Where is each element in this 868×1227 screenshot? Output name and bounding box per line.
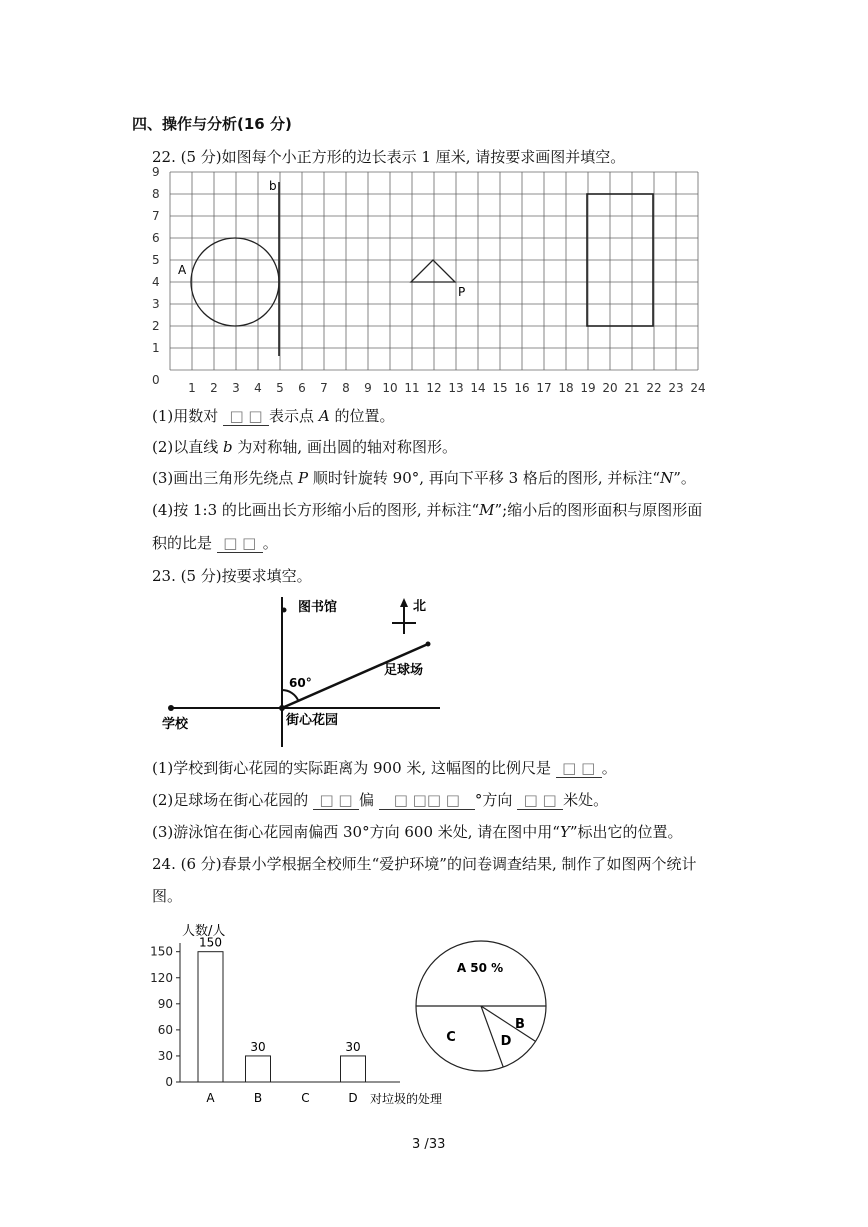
y-tick-label: 2 xyxy=(152,319,160,333)
x-tick-label: 4 xyxy=(254,381,262,395)
x-tick-label: 20 xyxy=(602,381,618,395)
page-total: 33 xyxy=(428,1137,446,1152)
bar-y-tick-label: 60 xyxy=(157,1022,173,1037)
point-a-label: A xyxy=(178,263,187,277)
y-tick-label: 7 xyxy=(152,209,160,223)
page-sep: / xyxy=(424,1137,429,1152)
bar-data-label: 30 xyxy=(345,1039,361,1054)
stadium-point xyxy=(426,642,431,647)
line-b-label: b xyxy=(269,179,277,193)
y-tick-label: 3 xyxy=(152,297,160,311)
x-tick-label: 3 xyxy=(232,381,240,395)
page-number: 3 xyxy=(412,1137,421,1152)
q23-sub3: (3)游泳馆在街心花园南偏西 30°方向 600 米处, 请在图中用“Y”标出它的位置。 xyxy=(152,823,683,841)
q22-sub2: (2)以直线 b 为对称轴, 画出圆的轴对称图形。 xyxy=(152,438,457,456)
q24-stem-line1: 24. (6 分)春景小学根据全校师生“爱护环境”的问卷调查结果, 制作了如图两个统计 xyxy=(152,855,697,873)
park-point xyxy=(279,705,285,711)
x-tick-label: 9 xyxy=(364,381,372,395)
north-label: 北 xyxy=(413,599,427,614)
bar-y-tick-label: 150 xyxy=(150,944,173,959)
q23-sub2: (2)足球场在街心花园的 □ □ 偏 □ □□ □ °方向 □ □ 米处。 xyxy=(152,791,609,809)
bar-category-label: C xyxy=(301,1091,310,1105)
y-tick-label: 9 xyxy=(152,165,160,179)
bar xyxy=(198,952,223,1082)
x-tick-label: 16 xyxy=(514,381,530,395)
x-tick-label: 21 xyxy=(624,381,640,395)
bar-y-tick-label: 0 xyxy=(165,1075,173,1089)
x-tick-label: 2 xyxy=(210,381,218,395)
bar-y-tick-label: 120 xyxy=(150,970,173,985)
pie-chart xyxy=(410,928,555,1083)
triangle-shape xyxy=(411,260,455,282)
pie-slice-label: C xyxy=(446,1030,456,1045)
bar-category-label: A xyxy=(206,1091,215,1105)
x-tick-label: 22 xyxy=(646,381,662,395)
x-tick-label: 15 xyxy=(492,381,508,395)
school-label: 学校 xyxy=(162,717,189,732)
bar-data-label: 150 xyxy=(199,935,222,950)
y-tick-label: 1 xyxy=(152,341,160,355)
x-tick-label: 19 xyxy=(580,381,596,395)
x-tick-label: 18 xyxy=(558,381,574,395)
q22-sub4-blank[interactable]: □ □ xyxy=(217,534,263,553)
q22-sub1: (1)用数对 □ □ 表示点 A 的位置。 xyxy=(152,407,395,425)
bar-category-label: B xyxy=(253,1091,263,1105)
x-tick-label: 6 xyxy=(298,381,306,395)
bar-chart-xlabel: 对垃圾的处理 xyxy=(370,1092,443,1106)
q23-sub2-blank2[interactable]: □ □□ □ xyxy=(379,791,475,810)
angle-arc xyxy=(282,690,299,701)
library-point xyxy=(282,608,287,613)
pie-slice-label: D xyxy=(500,1034,512,1049)
x-tick-label: 23 xyxy=(668,381,684,395)
q23-sub2-blank1[interactable]: □ □ xyxy=(313,791,359,810)
grid-figure xyxy=(148,166,708,398)
q24-stem-line2: 图。 xyxy=(152,887,183,905)
q22-stem: 22. (5 分)如图每个小正方形的边长表示 1 厘米, 请按要求画图并填空。 xyxy=(152,148,626,166)
grid-lines xyxy=(170,172,698,370)
q23-sub2-blank3[interactable]: □ □ xyxy=(517,791,563,810)
q23-sub1: (1)学校到街心花园的实际距离为 900 米, 这幅图的比例尺是 □ □ 。 xyxy=(152,759,617,777)
bar-category-label: D xyxy=(348,1091,358,1105)
bar-y-tick-label: 90 xyxy=(157,996,173,1011)
x-tick-label: 17 xyxy=(536,381,552,395)
q23-sub1-blank[interactable]: □ □ xyxy=(556,759,602,778)
q22-sub3: (3)画出三角形先绕点 P 顺时针旋转 90°, 再向下平移 3 格后的图形, 并标注“N”。 xyxy=(152,469,696,487)
school-point xyxy=(168,705,174,711)
x-tick-label: 13 xyxy=(448,381,464,395)
q22-sub4-line1: (4)按 1:3 的比画出长方形缩小后的图形, 并标注“M”;缩小后的图形面积与原图形面 xyxy=(152,501,703,519)
park-label: 街心花园 xyxy=(286,713,339,728)
x-tick-label: 14 xyxy=(470,381,486,395)
stadium-label: 足球场 xyxy=(384,663,424,678)
y-tick-labels xyxy=(152,165,160,355)
x-tick-label: 1 xyxy=(188,381,196,395)
x-tick-label: 5 xyxy=(276,381,284,395)
x-tick-label: 12 xyxy=(426,381,442,395)
page-footer xyxy=(412,1137,445,1152)
y-tick-label: 6 xyxy=(152,231,160,245)
x-tick-label: 0 xyxy=(152,373,160,387)
x-tick-label: 10 xyxy=(382,381,398,395)
q23-stem: 23. (5 分)按要求填空。 xyxy=(152,567,312,585)
y-tick-label: 8 xyxy=(152,187,160,201)
bar-y-tick-label: 30 xyxy=(157,1048,173,1063)
point-p-label: P xyxy=(458,285,466,299)
bar-chart-ylabel: 人数/人 xyxy=(182,924,226,939)
pie-slice-label: B xyxy=(515,1017,525,1032)
section-title: 四、操作与分析(16 分) xyxy=(132,115,292,133)
library-label: 图书馆 xyxy=(298,600,338,615)
direction-map xyxy=(150,592,445,752)
x-tick-label: 24 xyxy=(690,381,706,395)
x-tick-label: 8 xyxy=(342,381,350,395)
x-tick-label: 11 xyxy=(404,381,420,395)
x-tick-labels xyxy=(152,373,706,395)
bar-chart xyxy=(150,918,443,1108)
angle-label: 60° xyxy=(289,676,312,690)
bar xyxy=(341,1056,366,1082)
bar xyxy=(246,1056,271,1082)
q22-sub1-blank[interactable]: □ □ xyxy=(223,407,269,426)
x-tick-label: 7 xyxy=(320,381,328,395)
y-tick-label: 4 xyxy=(152,275,160,289)
bar-data-label: 30 xyxy=(250,1039,266,1054)
q22-sub4-line2: 积的比是 □ □ 。 xyxy=(152,534,278,552)
y-tick-label: 5 xyxy=(152,253,160,267)
pie-slice-label: A 50 % xyxy=(456,961,504,975)
